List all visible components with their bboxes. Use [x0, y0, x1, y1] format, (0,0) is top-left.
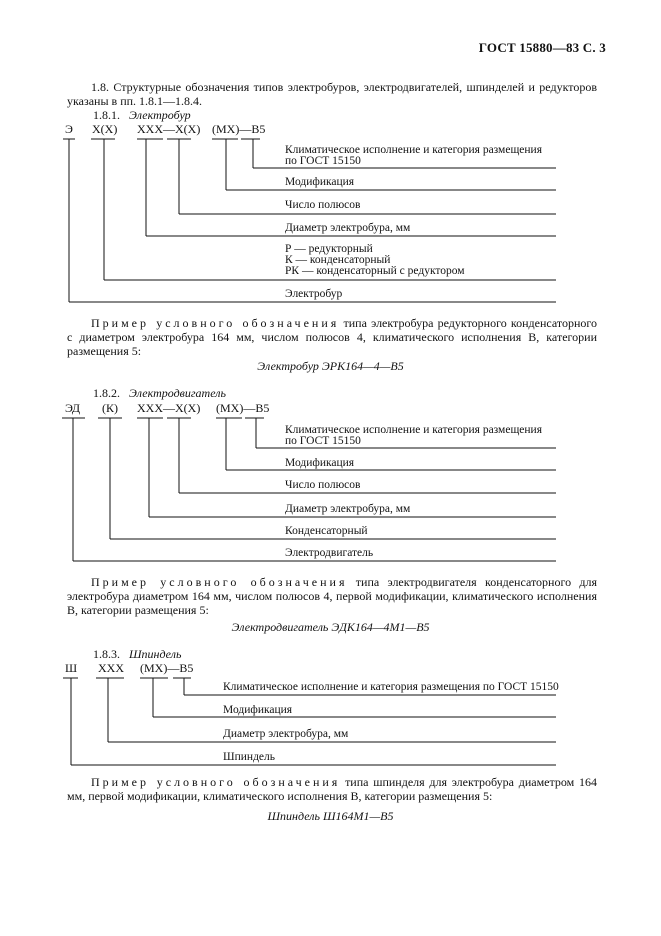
section-3-title: Шпиндель	[129, 647, 182, 661]
section-1-example-paragraph	[67, 316, 597, 358]
code-segment: ХХХ	[98, 661, 124, 675]
diagram-label: Климатическое исполнение и категория размещения по ГОСТ 15150	[223, 681, 559, 693]
section-2-number: 1.8.2.	[93, 386, 120, 400]
section-1-number: 1.8.1.	[93, 108, 120, 122]
diagram-label: К — конденсаторный	[285, 254, 391, 266]
diagram-label: Диаметр электробура, мм	[285, 503, 411, 515]
section-2-example-paragraph	[67, 575, 597, 617]
diagram-label: Климатическое исполнение и категория размещения	[285, 424, 542, 436]
code-segment: ХХХ—Х(Х)	[137, 122, 201, 136]
code-segment: ЭД	[65, 401, 81, 415]
diagram-label: по ГОСТ 15150	[285, 435, 361, 447]
diagram-label: Электробур	[285, 288, 343, 300]
example-intro: Пример условного обозначения	[91, 575, 348, 589]
section-3-diagram	[60, 657, 560, 772]
page-header: ГОСТ 15880—83 С. 3	[478, 40, 606, 55]
section-1-example-code: Электробур ЭРК164—4—В5	[257, 359, 404, 373]
code-segment: (МХ)—В5	[212, 122, 266, 136]
code-segment: Ш	[65, 661, 78, 675]
section-1-diagram	[60, 118, 560, 308]
section-2-example-code: Электродвигатель ЭДК164—4М1—В5	[231, 620, 430, 634]
example-text: типа электробура редукторного конденсаторного с диаметром электробура 164 мм, числом полюсов 4, климатического исполнения В, категории размещения 5:	[67, 316, 598, 358]
section-3-example-code: Шпиндель Ш164М1—В5	[267, 809, 394, 823]
diagram-label: Модификация	[285, 457, 355, 469]
diagram-label: РК — конденсаторный с редуктором	[285, 265, 465, 277]
code-segment: Э	[65, 122, 73, 136]
section-3-leader-lines	[60, 657, 560, 772]
diagram-label: Р — редукторный	[285, 243, 373, 255]
code-segment: (К)	[102, 401, 118, 415]
diagram-label: Число полюсов	[285, 199, 361, 211]
diagram-label: Число полюсов	[285, 479, 361, 491]
code-segment: Х(Х)	[92, 122, 118, 136]
diagram-label: Диаметр электробура, мм	[285, 222, 411, 234]
intro-paragraph: 1.8. Структурные обозначения типов электробуров, электродвигателей, шпинделей и редукторов указаны в пп. 1.8.1—1.8.4.	[67, 80, 597, 108]
diagram-label: Конденсаторный	[285, 525, 368, 537]
diagram-label: Модификация	[285, 176, 355, 188]
code-segment: ХХХ—Х(Х)	[137, 401, 201, 415]
section-2-diagram	[60, 397, 560, 567]
code-segment: (МХ)—В5	[140, 661, 194, 675]
diagram-label: по ГОСТ 15150	[285, 155, 361, 167]
diagram-label: Электродвигатель	[285, 547, 374, 559]
example-intro: Пример условного обозначения	[91, 775, 341, 789]
diagram-label: Шпиндель	[223, 751, 276, 763]
diagram-label: Модификация	[223, 704, 293, 716]
example-text: типа шпинделя для электробура диаметром 164 мм, первой модификации, климатического исполнения В, категории размещения 5:	[67, 775, 597, 803]
section-2-title: Электродвигатель	[129, 386, 226, 400]
code-segment: (МХ)—В5	[216, 401, 270, 415]
example-text: типа электродвигателя конденсаторного для электробура диаметром 164 мм, числом полюсов 4, первой модификации, климатического исполнения В, категории размещения 5:	[67, 575, 598, 617]
diagram-label: Диаметр электробура, мм	[223, 728, 349, 740]
section-1-title: Электробур	[129, 108, 191, 122]
example-intro: Пример условного обозначения	[91, 316, 340, 330]
diagram-label: Климатическое исполнение и категория размещения	[285, 144, 542, 156]
section-3-example-paragraph	[67, 775, 597, 803]
section-3-number: 1.8.3.	[93, 647, 120, 661]
